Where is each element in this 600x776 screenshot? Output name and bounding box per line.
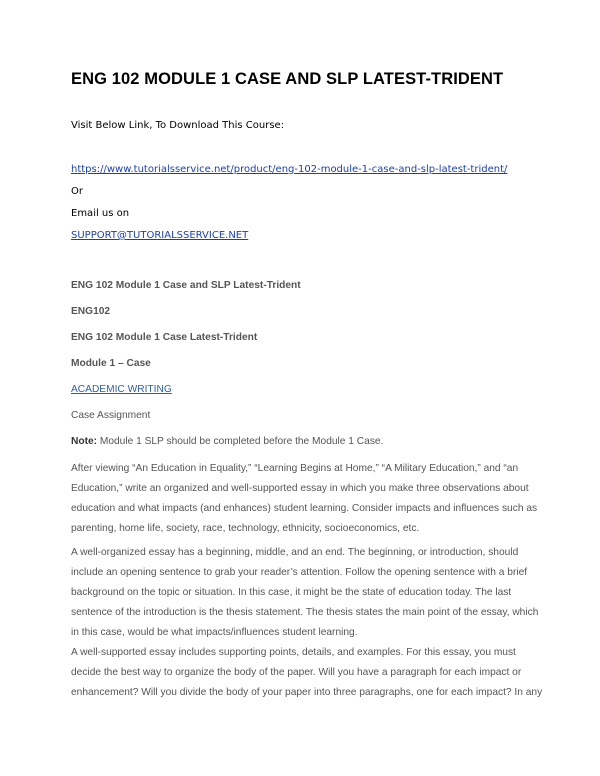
or-text: Or xyxy=(71,186,83,197)
paragraph-line: parenting, home life, society, race, technology, ethnicity, socioeconomics, etc. xyxy=(71,523,420,534)
case-assignment-label: Case Assignment xyxy=(71,410,151,421)
email-label: Email us on xyxy=(71,208,130,219)
note-text: Module 1 SLP should be completed before the Module 1 Case. xyxy=(97,436,384,447)
paragraph-line: enhancement? Will you divide the body of your paper into three paragraphs, one for each impact? In any xyxy=(71,687,543,698)
paragraph-line: A well-supported essay includes supporting points, details, and examples. For this essay, you must xyxy=(71,647,516,658)
heading-case-latest: ENG 102 Module 1 Case Latest-Trident xyxy=(71,332,258,343)
note-line xyxy=(71,436,383,447)
paragraph-line: in this case, would be what impacts/influences student learning. xyxy=(71,627,358,638)
paragraph-line: After viewing “An Education in Equality,” “Learning Begins at Home,” “A Military Education,” and “an xyxy=(71,463,519,474)
note-label: Note: xyxy=(71,436,98,447)
paragraph-line: decide the best way to organize the body of the paper. Will you have a paragraph for each impact or xyxy=(71,667,522,678)
paragraph-organization xyxy=(71,543,539,643)
heading-course-code: ENG102 xyxy=(71,306,111,317)
course-link[interactable]: https://www.tutorialsservice.net/product/eng-102-module-1-case-and-slp-latest-trident/ xyxy=(71,164,508,175)
paragraph-observations xyxy=(71,459,538,539)
academic-writing-link[interactable]: ACADEMIC WRITING xyxy=(71,384,172,395)
heading-case-and-slp: ENG 102 Module 1 Case and SLP Latest-Trident xyxy=(71,280,301,291)
paragraph-line: include an opening sentence to grab your reader’s attention. Follow the opening sentence with a brief xyxy=(71,567,528,578)
paragraph-support xyxy=(71,643,543,703)
paragraph-line: sentence of the introduction is the thesis statement. The thesis states the main point of the essay, which xyxy=(71,607,539,618)
paragraph-line: background on the topic or situation. In this case, it might be the state of education today. The last xyxy=(71,587,512,598)
paragraph-line: A well-organized essay has a beginning, middle, and an end. The beginning, or introduction, should xyxy=(71,547,519,558)
email-link[interactable]: SUPPORT@TUTORIALSSERVICE.NET xyxy=(71,230,249,241)
paragraph-line: education and what impacts (and enhances) student learning. Consider impacts and influences such as xyxy=(71,503,538,514)
page-title: ENG 102 MODULE 1 CASE AND SLP LATEST-TRIDENT xyxy=(71,70,504,88)
download-intro: Visit Below Link, To Download This Course: xyxy=(71,120,285,131)
heading-module-case: Module 1 – Case xyxy=(71,358,151,369)
paragraph-line: Education,” write an organized and well-supported essay in which you make three observations about xyxy=(71,483,529,494)
